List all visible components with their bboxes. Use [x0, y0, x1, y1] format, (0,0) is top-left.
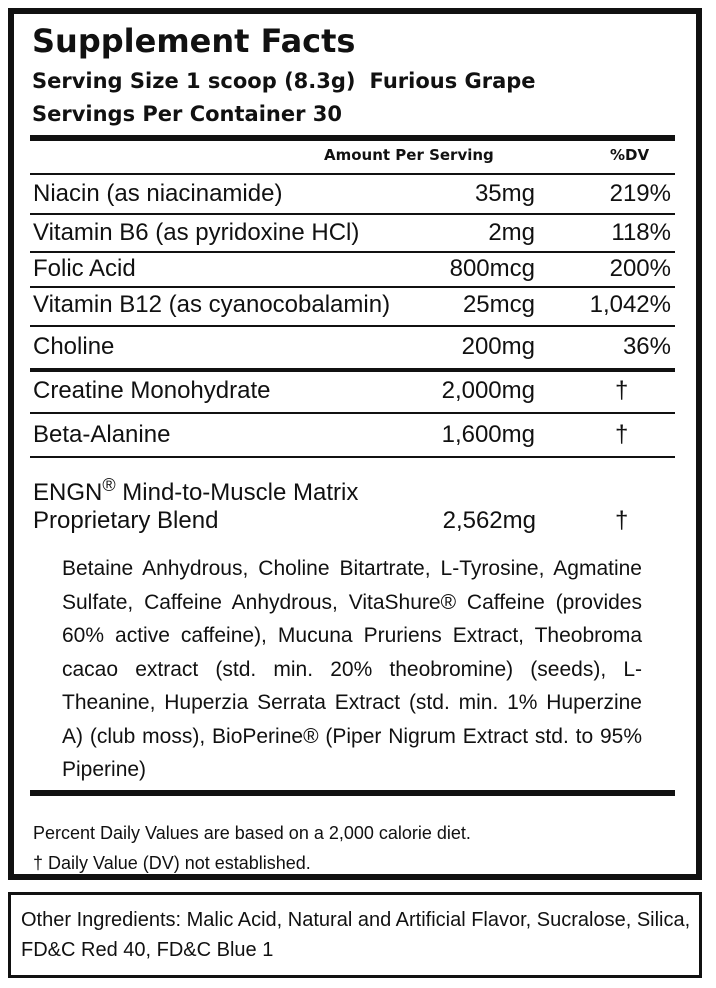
other-ingredients: Other Ingredients: Malic Acid, Natural and Artificial Flavor, Sucralose, Silica, FD&C Red 40, FD&C Blue 1	[21, 909, 691, 961]
divider-thick	[30, 135, 675, 141]
nutrient-name: Niacin (as niacinamide)	[33, 180, 283, 207]
header-dv: %DV	[610, 146, 650, 164]
dagger-mark: †	[615, 421, 629, 448]
dagger-footnote: † Daily Value (DV) not established.	[33, 853, 311, 873]
serving-size	[32, 66, 536, 96]
nutrient-row	[30, 329, 675, 365]
nutrient-amount: 2mg	[488, 219, 535, 246]
divider-thick	[30, 368, 675, 372]
nutrient-dv: 118%	[611, 219, 671, 246]
nutrient-name: Folic Acid	[33, 255, 136, 282]
panel-title: Supplement Facts	[32, 22, 356, 60]
divider	[30, 173, 675, 175]
divider	[30, 456, 675, 458]
blend-brand: ENGN	[33, 479, 103, 506]
dagger-mark: †	[615, 507, 629, 534]
nutrient-row	[30, 251, 675, 287]
nutrient-dv: 200%	[609, 255, 671, 282]
nutrient-amount: 35mg	[474, 180, 535, 207]
serving-size-text: Serving Size 1 scoop (8.3g)	[32, 69, 356, 93]
blend-amount: 2,562mg	[442, 507, 536, 534]
blend-ingredients: Betaine Anhydrous, Choline Bitartrate, L-Tyrosine, Agmatine Sulfate, Caffeine Anhydrous, VitaShure® Caffeine (provides 60% active caffeine), Mucuna Pruriens Extract, Theobroma cacao extract (std. min. 20% theobromine) (seeds), L-Theanine, Huperzia Serrata Extract (std. min. 1% Huperzine A) (club moss), BioPerine® (Piper Nigrum Extract std. to 95% Piperine)	[62, 557, 642, 781]
ingredient-row	[30, 373, 675, 409]
divider	[30, 412, 675, 414]
other-ingredients-box	[8, 892, 702, 978]
blend-subtitle: Proprietary Blend	[33, 507, 219, 534]
nutrient-name: Vitamin B6 (as pyridoxine HCl)	[33, 219, 360, 246]
header-amount: Amount Per Serving	[324, 146, 494, 164]
ingredient-name: Beta-Alanine	[33, 421, 171, 448]
divider-thick	[30, 790, 675, 796]
flavor-name: Furious Grape	[369, 69, 536, 93]
nutrient-dv: 219%	[609, 180, 671, 207]
registered-mark: ®	[102, 475, 116, 495]
nutrient-dv: 1,042%	[589, 291, 671, 318]
divider	[30, 325, 675, 327]
dagger-mark: †	[615, 377, 629, 404]
ingredient-name: Creatine Monohydrate	[33, 377, 271, 404]
nutrient-amount: 200mg	[461, 333, 535, 360]
nutrient-row	[30, 176, 675, 212]
blend-name-rest: Mind-to-Muscle Matrix	[115, 479, 359, 506]
nutrient-name: Choline	[33, 333, 115, 360]
nutrient-name: Vitamin B12 (as cyanocobalamin)	[33, 291, 391, 318]
nutrient-row	[30, 215, 675, 251]
ingredient-amount: 2,000mg	[441, 377, 535, 404]
daily-value-footnote: Percent Daily Values are based on a 2,000 calorie diet.	[33, 823, 471, 843]
nutrient-amount: 25mcg	[462, 291, 535, 318]
supplement-facts-content	[30, 15, 676, 875]
nutrient-row	[30, 287, 675, 323]
nutrient-dv: 36%	[622, 333, 671, 360]
blend-name	[33, 470, 358, 508]
ingredient-amount: 1,600mg	[441, 421, 535, 448]
ingredient-row	[30, 417, 675, 453]
servings-per-container: Servings Per Container 30	[32, 102, 342, 126]
nutrient-amount: 800mcg	[449, 255, 535, 282]
